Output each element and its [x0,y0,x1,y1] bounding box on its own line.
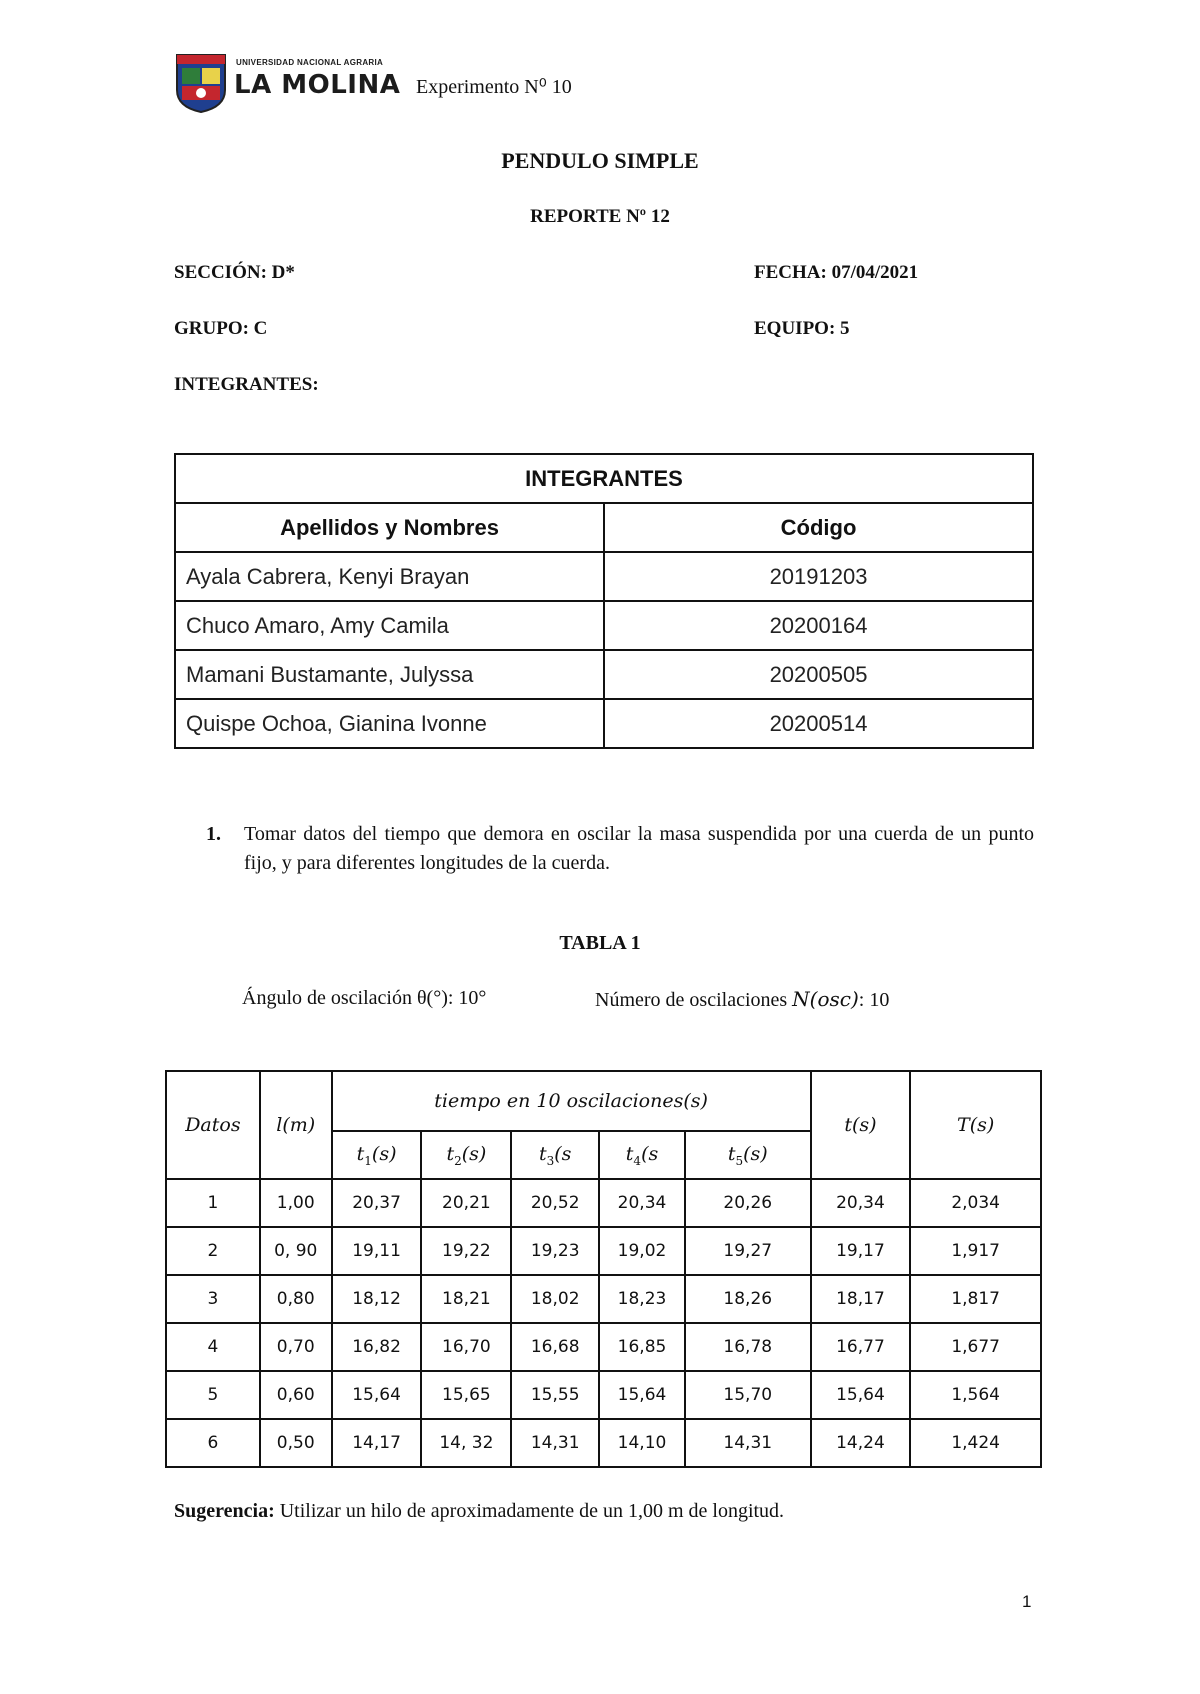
cell-t5: 20,26 [685,1179,811,1227]
university-brand-name: LA MOLINA [234,70,401,100]
cell-T: 1,917 [910,1227,1041,1275]
cell-t3: 18,02 [511,1275,599,1323]
cell-t4: 16,85 [599,1323,685,1371]
members-table-title: INTEGRANTES [175,454,1033,503]
cell-t: 14,24 [811,1419,911,1467]
cell-t2: 20,21 [421,1179,511,1227]
oscillations-text: Número de oscilaciones [595,989,788,1011]
cell-t2: 14, 32 [421,1419,511,1467]
cell-t3: 15,55 [511,1371,599,1419]
cell-T: 1,564 [910,1371,1041,1419]
member-name: Mamani Bustamante, Julyssa [175,650,604,699]
col-t3: $t_3(s$ [511,1131,599,1179]
page-title: PENDULO SIMPLE [501,148,699,173]
cell-n: 5 [166,1371,260,1419]
cell-t1: 20,37 [332,1179,422,1227]
col-t2: $t_2(s)$ [421,1131,511,1179]
table-row [175,601,1033,650]
oscillations-label [595,987,889,1012]
cell-n: 1 [166,1179,260,1227]
col-t4: $t_4(s$ [599,1131,685,1179]
cell-l: 1,00 [260,1179,332,1227]
table-row [166,1419,1041,1467]
col-datos: Datos [166,1071,260,1179]
cell-T: 1,817 [910,1275,1041,1323]
cell-t3: 14,31 [511,1419,599,1467]
cell-t2: 18,21 [421,1275,511,1323]
section-field: SECCIÓN: D* [174,262,295,283]
page-number: 1 [1022,1592,1032,1611]
cell-t2: 15,65 [421,1371,511,1419]
cell-t4: 15,64 [599,1371,685,1419]
cell-l: 0,70 [260,1323,332,1371]
cell-t: 16,77 [811,1323,911,1371]
cell-t4: 14,10 [599,1419,685,1467]
cell-t5: 18,26 [685,1275,811,1323]
instruction-text: Tomar datos del tiempo que demora en oscilar la masa suspendida por una cuerda de un punto fijo, y para diferentes longitudes de la cuerda. [244,823,1034,874]
col-length: l(m) [260,1071,332,1179]
col-t5: $t_5(s)$ [685,1131,811,1179]
cell-t5: 15,70 [685,1371,811,1419]
col-avg-time: t(s) [811,1071,911,1179]
cell-n: 6 [166,1419,260,1467]
university-shield-logo [174,52,228,114]
angle-label: Ángulo de oscilación θ(°): 10° [242,987,487,1009]
member-name: Quispe Ochoa, Gianina Ivonne [175,699,604,748]
cell-t1: 15,64 [332,1371,422,1419]
col-time-group: tiempo en 10 oscilaciones(s) [332,1071,811,1131]
members-label: INTEGRANTES: [174,374,319,395]
member-name: Ayala Cabrera, Kenyi Brayan [175,552,604,601]
cell-t3: 19,23 [511,1227,599,1275]
cell-t5: 14,31 [685,1419,811,1467]
table-row [175,699,1033,748]
suggestion-note [174,1500,784,1523]
cell-t3: 16,68 [511,1323,599,1371]
members-col-name: Apellidos y Nombres [175,503,604,552]
cell-T: 1,677 [910,1323,1041,1371]
cell-T: 1,424 [910,1419,1041,1467]
cell-t5: 19,27 [685,1227,811,1275]
members-col-code: Código [604,503,1033,552]
group-field: GRUPO: C [174,318,268,339]
cell-t4: 18,23 [599,1275,685,1323]
instruction-number: 1. [206,823,221,845]
date-field: FECHA: 07/04/2021 [754,262,919,283]
cell-t1: 16,82 [332,1323,422,1371]
oscillations-symbol: N(osc) [792,987,859,1011]
table1-title: TABLA 1 [559,932,641,954]
members-table [174,453,1034,749]
member-code: 20200514 [604,699,1033,748]
oscillations-value: : 10 [858,989,890,1011]
experiment-label: Experimento N⁰ 10 [416,76,572,98]
table-row [175,650,1033,699]
table-row [166,1179,1041,1227]
col-t1: $t_1(s)$ [332,1131,422,1179]
suggestion-label: Sugerencia: [174,1500,275,1522]
member-code: 20191203 [604,552,1033,601]
cell-t1: 18,12 [332,1275,422,1323]
cell-t2: 16,70 [421,1323,511,1371]
cell-T: 2,034 [910,1179,1041,1227]
cell-n: 4 [166,1323,260,1371]
cell-l: 0,50 [260,1419,332,1467]
table-row [175,552,1033,601]
cell-n: 3 [166,1275,260,1323]
university-small-name: UNIVERSIDAD NACIONAL AGRARIA [236,58,384,67]
cell-t: 20,34 [811,1179,911,1227]
cell-t4: 19,02 [599,1227,685,1275]
member-code: 20200164 [604,601,1033,650]
report-number: REPORTE Nº 12 [530,206,670,227]
cell-t: 15,64 [811,1371,911,1419]
cell-t: 18,17 [811,1275,911,1323]
cell-t3: 20,52 [511,1179,599,1227]
cell-t1: 19,11 [332,1227,422,1275]
cell-t4: 20,34 [599,1179,685,1227]
cell-n: 2 [166,1227,260,1275]
cell-t: 19,17 [811,1227,911,1275]
cell-t2: 19,22 [421,1227,511,1275]
cell-l: 0,80 [260,1275,332,1323]
cell-t5: 16,78 [685,1323,811,1371]
suggestion-text: Utilizar un hilo de aproximadamente de un 1,00 m de longitud. [274,1500,785,1522]
col-period: T(s) [910,1071,1041,1179]
table-row [166,1371,1041,1419]
instruction-item [206,820,1034,878]
team-field: EQUIPO: 5 [754,318,850,339]
table-row [166,1275,1041,1323]
cell-l: 0,60 [260,1371,332,1419]
table-row [166,1323,1041,1371]
table-row [166,1227,1041,1275]
cell-t1: 14,17 [332,1419,422,1467]
pendulum-data-table [165,1070,1042,1468]
member-code: 20200505 [604,650,1033,699]
member-name: Chuco Amaro, Amy Camila [175,601,604,650]
cell-l: 0, 90 [260,1227,332,1275]
